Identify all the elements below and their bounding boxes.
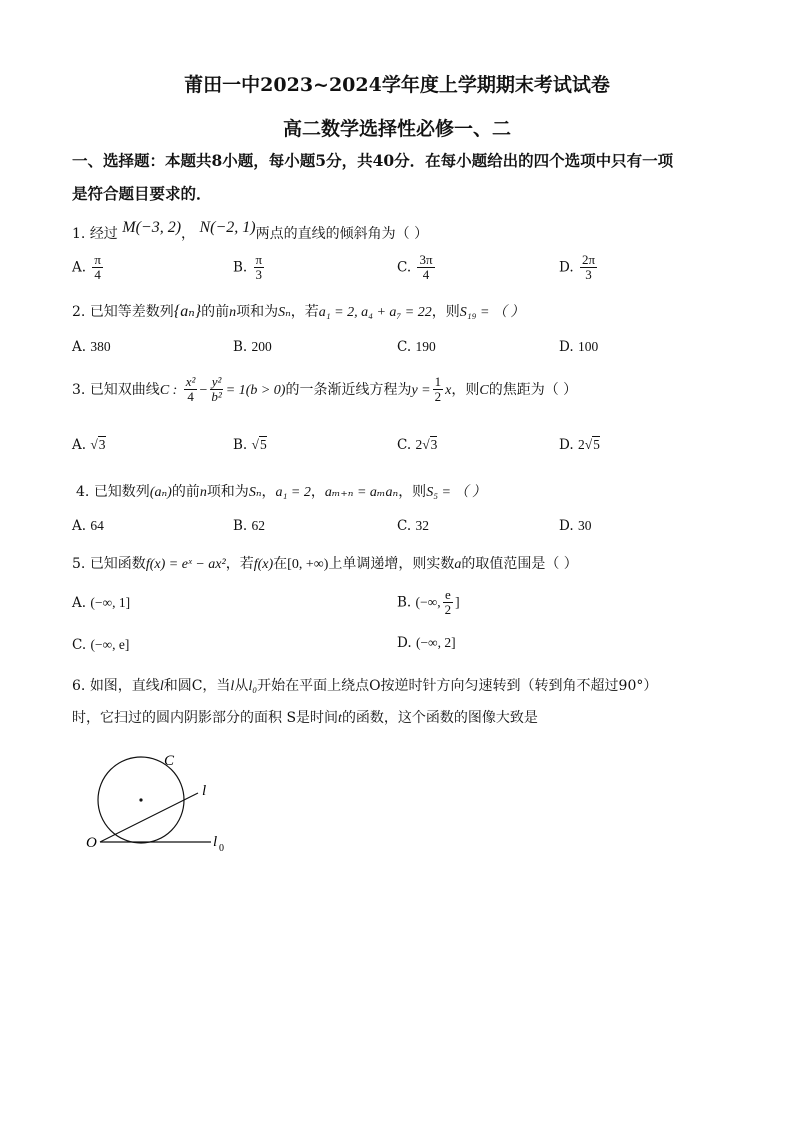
- option-value: 30: [577, 518, 592, 533]
- circle-line-figure: [78, 745, 248, 860]
- question-text: 从: [234, 678, 249, 694]
- option-label: B.: [233, 259, 248, 276]
- option-label: A.: [72, 259, 87, 276]
- fraction: $\frac{\text{y²}}{\text{b²}}$: [211, 374, 222, 405]
- sqrt: √5: [251, 437, 267, 452]
- math-var: C :: [159, 382, 178, 398]
- math-var: C: [479, 382, 489, 398]
- option-d[interactable]: [397, 635, 456, 651]
- option-label: C.: [397, 339, 412, 355]
- option-label: D.: [397, 635, 412, 651]
- math-interval: [0, +∞): [287, 557, 329, 572]
- option-d[interactable]: [559, 339, 598, 355]
- question-number: 1.: [72, 226, 86, 242]
- question-text: ，则: [451, 381, 480, 398]
- question-text: 时，它扫过的圆内阴影部分的面积 S是时间: [72, 710, 339, 726]
- option-value: (−∞, e]: [90, 637, 130, 652]
- question-text: 的前: [171, 484, 200, 500]
- fraction: $\frac{\pi}{3}$: [255, 252, 263, 283]
- option-label: D.: [559, 437, 574, 453]
- option-label: B.: [397, 594, 412, 611]
- question-text: 的一条渐近线方程为: [285, 381, 412, 398]
- question-text: 的函数，这个函数的图像大致是: [341, 710, 538, 726]
- option-a[interactable]: [72, 339, 111, 355]
- label-l0: l: [213, 834, 218, 850]
- option-c[interactable]: [397, 253, 437, 283]
- question-number: 2.: [72, 304, 86, 320]
- question-text: 项和为: [236, 304, 279, 320]
- question-text: 项和为: [206, 484, 249, 500]
- option-a[interactable]: [72, 518, 104, 534]
- page-title: 莆田一中2023~2024学年度上学期期末考试试卷: [184, 74, 610, 96]
- math-var: n: [229, 305, 237, 320]
- math-expr: = 1(b > 0): [225, 382, 286, 398]
- math-var: l: [230, 679, 235, 694]
- option-label: D.: [559, 339, 574, 355]
- option-value: 380: [90, 339, 111, 354]
- option-d[interactable]: [559, 518, 591, 534]
- page-subtitle: 高二数学选择性必修一、二: [282, 118, 511, 140]
- question-text: 的前: [201, 304, 230, 320]
- separator: ，: [181, 226, 196, 242]
- question-text: 的焦距为（ ）: [488, 381, 578, 398]
- function-def: f(x) = eˣ − ax²: [145, 557, 226, 572]
- fraction: $\frac{\pi}{4}$: [94, 252, 101, 283]
- fraction: $\frac{3\pi}{4}$: [419, 252, 433, 283]
- option-label: A.: [72, 595, 87, 611]
- question-3: [72, 375, 577, 405]
- math-var: a: [454, 557, 462, 572]
- option-value: (−∞,: [415, 594, 441, 610]
- option-label: B.: [233, 518, 248, 534]
- option-c[interactable]: [397, 518, 429, 534]
- option-c[interactable]: [397, 339, 436, 355]
- label-o: O: [86, 835, 97, 851]
- option-value: 200: [251, 339, 272, 354]
- option-label: A.: [72, 518, 87, 534]
- option-a[interactable]: [72, 253, 105, 283]
- option-label: C.: [397, 437, 412, 453]
- question-text: 在: [273, 556, 288, 572]
- option-label: C.: [72, 637, 87, 653]
- option-a[interactable]: [72, 437, 106, 453]
- section-heading-line2: 是符合题目要求的．: [72, 184, 212, 203]
- option-label: D.: [559, 259, 574, 276]
- math-var: Sₙ: [278, 305, 291, 320]
- option-value: 64: [90, 518, 104, 533]
- question-text: ，则: [398, 484, 427, 500]
- option-value: 32: [415, 518, 429, 533]
- question-text: 开始在平面上绕点O按逆时针方向匀速转到（转到角不超过90°）: [257, 678, 658, 694]
- math-condition: a₁ = 2, a₄ + a₇ = 22: [318, 305, 432, 320]
- option-value: 100: [577, 339, 599, 354]
- option-value: ]: [455, 594, 460, 610]
- option-b[interactable]: [233, 253, 266, 283]
- question-text: 的取值范围是（ ）: [461, 556, 578, 572]
- question-text: 已知函数: [89, 556, 146, 572]
- option-value: (−∞, 2]: [415, 635, 456, 650]
- circle-center-dot: [139, 798, 142, 801]
- question-5: [72, 553, 578, 573]
- option-c[interactable]: [397, 437, 437, 453]
- section-heading-line1: 一、选择题：本题共8小题，每小题5分，共40分．在每小题给出的四个选项中只有一项: [72, 151, 674, 170]
- question-text: 已知双曲线: [89, 381, 160, 398]
- option-label: C.: [397, 259, 412, 276]
- question-number: 4.: [76, 484, 90, 500]
- math-var: l₀: [248, 679, 258, 694]
- option-label: A.: [72, 339, 87, 355]
- question-text: 两点的直线的倾斜角为（ ）: [255, 226, 429, 242]
- option-label: B.: [233, 339, 248, 355]
- label-l0-subscript: 0: [219, 843, 224, 854]
- math-expr: f(x): [253, 557, 274, 572]
- fraction: $\frac{e}{2}$: [444, 587, 452, 618]
- separator: ，: [261, 484, 276, 500]
- math-var: Sₙ: [248, 485, 262, 500]
- question-number: 5.: [72, 556, 86, 572]
- math-var: n: [199, 485, 207, 500]
- math-condition: a₁ = 2: [275, 485, 311, 500]
- question-text: 已知等差数列: [89, 304, 174, 320]
- line-l: [100, 793, 198, 842]
- question-text: ，若: [225, 556, 254, 572]
- question-1: [72, 219, 429, 243]
- question-6-line2: [72, 707, 538, 727]
- question-text: ，若: [290, 304, 319, 320]
- separator: ，: [310, 484, 325, 500]
- option-a[interactable]: [72, 595, 130, 611]
- question-text: ，则: [431, 304, 460, 320]
- math-target: S₅ = （ ）: [426, 485, 487, 500]
- fraction: $\frac{1}{2}$: [434, 374, 442, 405]
- option-b[interactable]: [233, 437, 267, 453]
- math-condition: aₘ₊ₙ = aₘaₙ: [324, 485, 399, 500]
- question-number: 6.: [72, 678, 86, 694]
- option-value: (−∞, 1]: [90, 595, 131, 610]
- option-b[interactable]: [397, 588, 460, 618]
- sqrt: 2√3: [415, 437, 438, 452]
- question-text: 已知数列: [93, 484, 150, 500]
- question-text: 如图，直线: [89, 678, 160, 694]
- option-c[interactable]: [72, 637, 129, 653]
- question-text: 和圆C，当: [163, 678, 231, 694]
- sequence: (aₙ): [149, 485, 172, 500]
- option-label: B.: [233, 437, 248, 453]
- question-6-line1: [72, 675, 657, 695]
- label-l: l: [202, 783, 207, 799]
- math-var: l: [159, 679, 164, 694]
- sequence: {aₙ}: [173, 303, 202, 320]
- sqrt: 2√5: [577, 437, 600, 452]
- math-expr: y =: [411, 382, 431, 398]
- question-text: 上单调递增，则实数: [328, 556, 455, 572]
- math-var: t: [338, 711, 342, 726]
- option-value: 190: [415, 339, 436, 354]
- option-label: D.: [559, 518, 574, 534]
- question-4: [76, 481, 486, 501]
- option-label: C.: [397, 518, 412, 534]
- option-label: A.: [72, 437, 87, 453]
- option-b[interactable]: [233, 518, 265, 534]
- point-n: N(−2, 1): [199, 219, 256, 236]
- math-var: x: [445, 382, 452, 398]
- math-op: −: [199, 382, 208, 398]
- question-text: 经过: [89, 226, 118, 242]
- point-m: M(−3, 2): [122, 219, 182, 236]
- math-target: S₁₉ = （ ）: [459, 305, 525, 320]
- question-2: [72, 301, 524, 321]
- option-b[interactable]: [233, 339, 272, 355]
- sqrt: √3: [90, 437, 106, 452]
- option-d[interactable]: [559, 253, 599, 283]
- fraction: $\frac{2\pi}{3}$: [581, 252, 596, 283]
- fraction: $\frac{\text{x²}}{4}$: [185, 374, 196, 405]
- label-c: C: [164, 753, 175, 769]
- option-d[interactable]: [559, 437, 600, 453]
- option-value: 62: [251, 518, 266, 533]
- question-number: 3.: [72, 381, 86, 398]
